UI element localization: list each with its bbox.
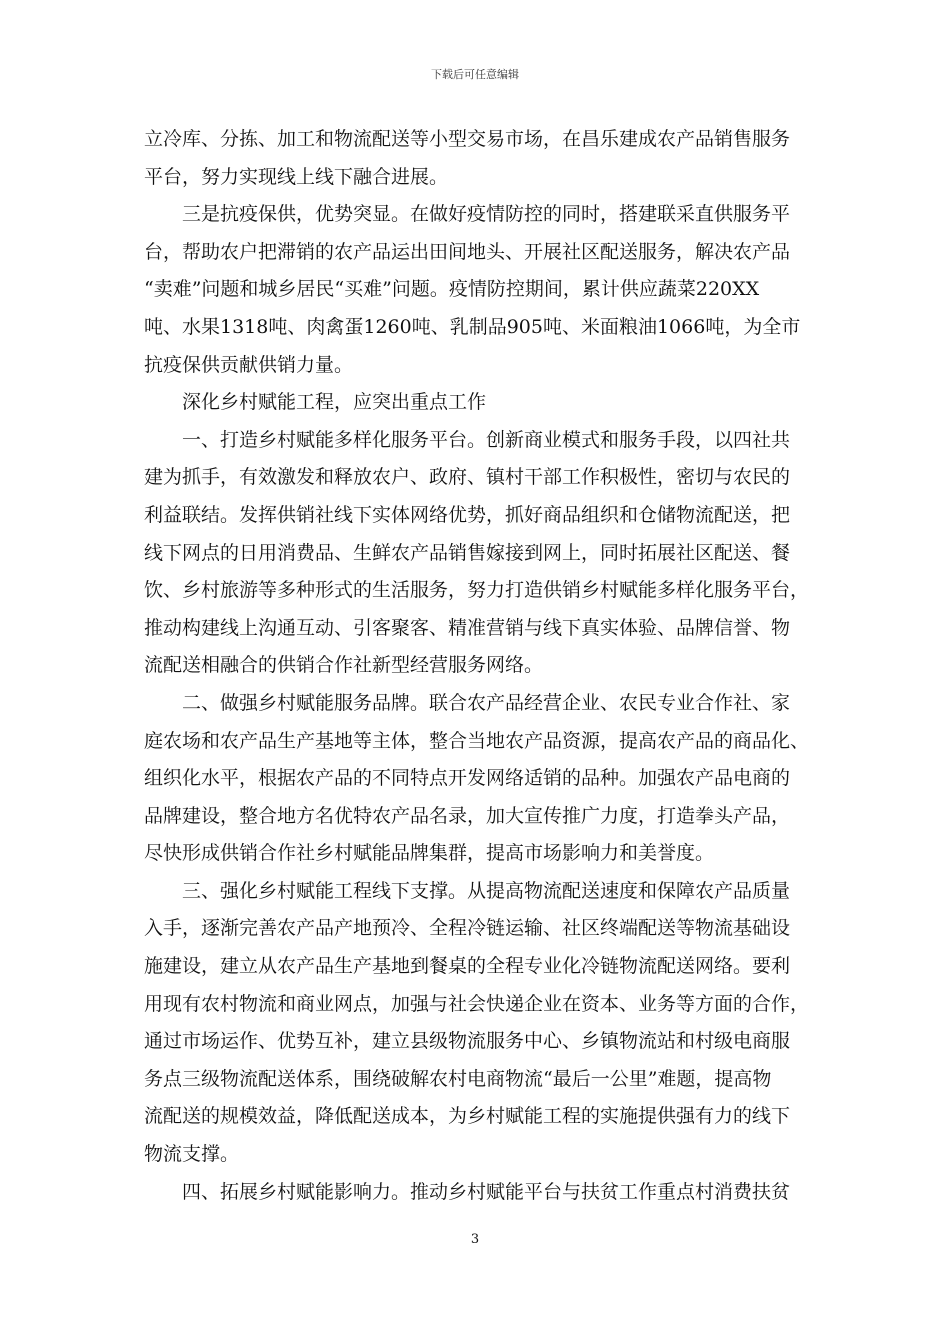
page-number: 3 <box>470 1232 480 1247</box>
section-heading: 深化乡村赋能工程，应突出重点工作 <box>182 391 487 414</box>
text-line: 线下网点的日用消费品、生鲜农产品销售嫁接到网上，同时拓展社区配送、餐 <box>144 541 791 564</box>
paragraph-start: 三是抗疫保供，优势突显。在做好疫情防控的同时，搭建联采直供服务平 <box>182 203 791 226</box>
text-line: 台，帮助农户把滞销的农产品运出田间地头、开展社区配送服务，解决农产品 <box>144 240 791 263</box>
text-line: 抗疫保供贡献供销力量。 <box>144 353 354 376</box>
text-line: 物流支撑。 <box>144 1143 240 1166</box>
text-line: 建为抓手，有效激发和释放农户、政府、镇村干部工作积极性，密切与农民的 <box>144 466 791 489</box>
text-line: 尽快形成供销合作社乡村赋能品牌集群，提高市场影响力和美誉度。 <box>144 842 715 865</box>
text-line: 流配送的规模效益，降低配送成本，为乡村赋能工程的实施提供强有力的线下 <box>144 1105 791 1128</box>
text-line: 组织化水平，根据农产品的不同特点开发网络适销的品种。加强农产品电商的 <box>144 767 791 790</box>
text-line: 品牌建设，整合地方名优特农产品名录，加大宣传推广力度，打造拳头产品， <box>144 804 791 827</box>
paragraph-start: 四、拓展乡村赋能影响力。推动乡村赋能平台与扶贫工作重点村消费扶贫 <box>182 1180 791 1203</box>
text-line: 用现有农村物流和商业网点，加强与社会快递企业在资本、业务等方面的合作， <box>144 992 810 1015</box>
text-line: 吨、水果1318吨、肉禽蛋1260吨、乳制品905吨、米面粮油1066吨，为全市 <box>144 315 801 338</box>
text-line: 饮、乡村旅游等多种形式的生活服务，努力打造供销乡村赋能多样化服务平台， <box>144 579 810 602</box>
paragraph-start: 三、强化乡村赋能工程线下支撑。从提高物流配送速度和保障农产品质量 <box>182 879 791 902</box>
page-header: 下载后可任意编辑 <box>431 68 519 81</box>
text-line: 平台，努力实现线上线下融合进展。 <box>144 165 449 188</box>
text-line: 施建设，建立从农产品生产基地到餐桌的全程专业化冷链物流配送网络。要利 <box>144 955 791 978</box>
paragraph-start: 一、打造乡村赋能多样化服务平台。创新商业模式和服务手段，以四社共 <box>182 428 791 451</box>
paragraph-start: 二、做强乡村赋能服务品牌。联合农产品经营企业、农民专业合作社、家 <box>182 691 791 714</box>
text-line: 入手，逐渐完善农产品产地预冷、全程冷链运输、社区终端配送等物流基础设 <box>144 917 791 940</box>
text-line: 利益联结。发挥供销社线下实体网络优势，抓好商品组织和仓储物流配送，把 <box>144 503 791 526</box>
text-line: 立冷库、分拣、加工和物流配送等小型交易市场，在昌乐建成农产品销售服务 <box>144 128 791 150</box>
document-body <box>144 121 808 1211</box>
text-line: 流配送相融合的供销合作社新型经营服务网络。 <box>144 654 544 677</box>
text-line: 推动构建线上沟通互动、引客聚客、精准营销与线下真实体验、品牌信誉、物 <box>144 616 791 639</box>
text-line: “卖难”问题和城乡居民“买难”问题。疫情防控期间，累计供应蔬菜220XX <box>144 278 760 301</box>
text-line: 庭农场和农产品生产基地等主体，整合当地农产品资源，提高农产品的商品化、 <box>144 729 810 752</box>
text-line: 通过市场运作、优势互补，建立县级物流服务中心、乡镇物流站和村级电商服 <box>144 1030 791 1053</box>
text-line: 务点三级物流配送体系，围绕破解农村电商物流“最后一公里”难题，提高物 <box>144 1067 772 1090</box>
